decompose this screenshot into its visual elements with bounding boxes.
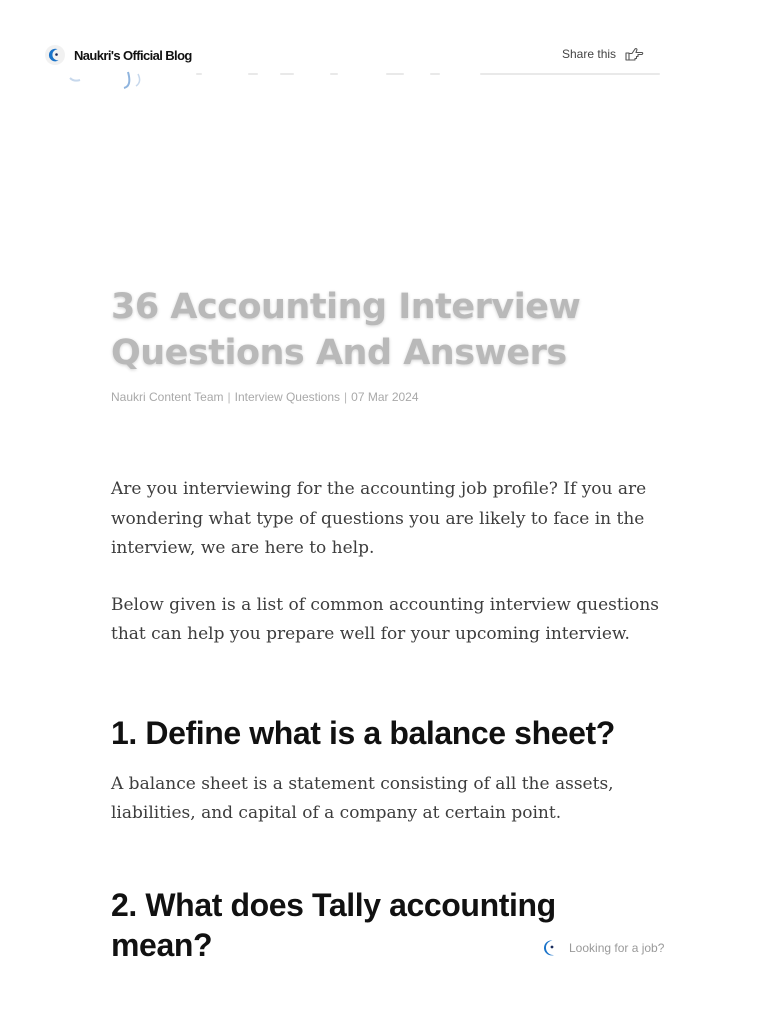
blog-header bbox=[0, 0, 768, 78]
faded-logo-icon bbox=[62, 64, 162, 90]
article bbox=[111, 284, 671, 965]
naukri-crescent-logo-icon bbox=[44, 44, 66, 66]
meta-separator: | bbox=[344, 390, 348, 404]
naukri-crescent-logo-icon bbox=[541, 938, 559, 958]
brand-title: Naukri's Official Blog bbox=[74, 47, 192, 63]
looking-for-job-button[interactable] bbox=[541, 938, 664, 958]
pointing-hand-icon bbox=[624, 45, 644, 63]
question-heading: 2. What does Tally accounting mean? bbox=[111, 886, 556, 963]
answer-paragraph: A balance sheet is a statement consisting of all the assets, liabilities, and capital of a company at certain point. bbox=[111, 773, 614, 823]
question-heading: 1. Define what is a balance sheet? bbox=[111, 714, 615, 751]
article-title: 36 Accounting Interview Questions And Answers bbox=[111, 287, 581, 373]
share-button[interactable] bbox=[562, 45, 644, 63]
meta-author[interactable]: Naukri Content Team bbox=[111, 390, 224, 404]
intro-paragraph: Are you interviewing for the accounting job profile? If you are wondering what type of questions you are likely to face in the interview, we are here to help. bbox=[111, 479, 647, 558]
job-badge-label: Looking for a job? bbox=[569, 941, 665, 955]
share-label: Share this bbox=[562, 47, 617, 61]
meta-separator: | bbox=[227, 390, 231, 404]
meta-category[interactable]: Interview Questions bbox=[234, 390, 341, 404]
meta-date: 07 Mar 2024 bbox=[351, 390, 419, 404]
brand-link[interactable] bbox=[44, 44, 192, 66]
article-meta bbox=[111, 390, 671, 404]
faded-nav-underline bbox=[190, 73, 660, 76]
intro-paragraph: Below given is a list of common accounting interview questions that can help you prepare well for your upcoming interview. bbox=[111, 594, 660, 644]
